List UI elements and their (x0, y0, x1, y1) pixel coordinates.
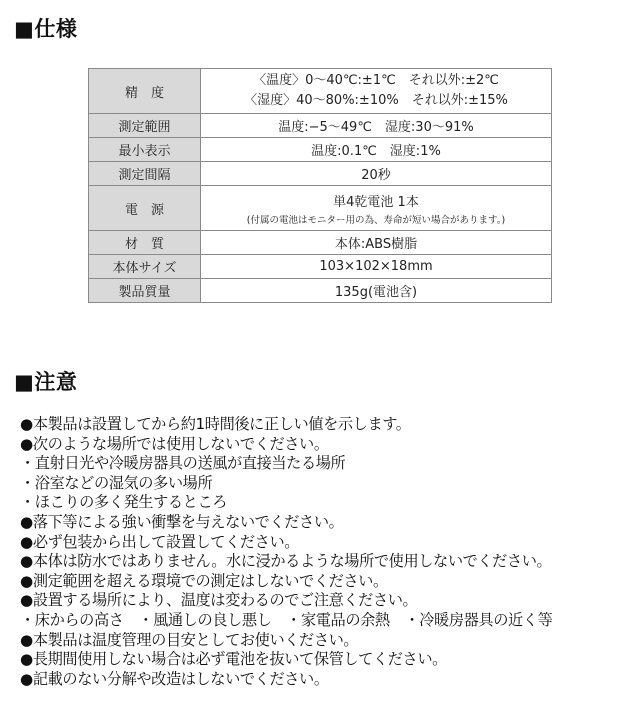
power-note: (付属の電池はモニター用の為、寿命が短い場合があります。) (246, 214, 506, 226)
table-row (89, 162, 552, 186)
spec-value-size: 103×102×18mm (201, 255, 552, 279)
notes-heading: ■注意 (14, 370, 78, 394)
spec-label-power: 電 源 (89, 186, 201, 231)
list-item: ・直射日光や冷暖房器具の送風が直接当たる場所 (20, 454, 346, 473)
spec-value-weight: 135g(電池含) (201, 279, 552, 303)
spec-value-range: 温度:−5～49℃ 湿度:30～91% (201, 114, 552, 138)
table-row (89, 138, 552, 162)
list-item: ●本体は防水ではありません。水に浸かるような場所で使用しないでください。 (20, 552, 552, 571)
list-item: ●長期間使用しない場合は必ず電池を抜いて保管してください。 (20, 650, 447, 669)
list-item: ●落下等による強い衝撃を与えないでください。 (20, 512, 344, 531)
spec-value-interval: 20秒 (201, 162, 552, 186)
spec-label-range: 測定範囲 (89, 114, 201, 138)
accuracy-temperature: 〈温度〉0～40℃:±1℃ それ以外:±2℃ (253, 73, 499, 88)
list-item: ●本製品は設置してから約1時間後に正しい値を示します。 (20, 415, 411, 433)
spec-heading: ■仕様 (14, 17, 78, 41)
list-item: ●設置する場所により、温度は変わるのでご注意ください。 (20, 591, 418, 610)
list-item: ・ほこりの多く発生するところ (20, 493, 228, 512)
spec-label-size: 本体サイズ (89, 255, 201, 279)
spec-label-min-display: 最小表示 (89, 138, 201, 162)
spec-value-power (201, 186, 552, 231)
list-item: ●必ず包装から出して設置してください。 (20, 532, 300, 551)
table-row (89, 255, 552, 279)
spec-value-material: 本体:ABS樹脂 (201, 231, 552, 255)
list-item: ●次のような場所では使用しないでください。 (20, 434, 329, 453)
list-item: ●測定範囲を超える環境での測定はしないでください。 (20, 571, 388, 590)
table-row (89, 186, 552, 231)
accuracy-humidity: 〈湿度〉40～80%:±10% それ以外:±15% (244, 93, 508, 108)
spec-label-weight: 製品質量 (89, 279, 201, 303)
spec-value-accuracy (201, 69, 552, 114)
table-row (89, 279, 552, 303)
spec-label-interval: 測定間隔 (89, 162, 201, 186)
table-row (89, 69, 552, 114)
table-row (89, 231, 552, 255)
list-item: ・浴室などの湿気の多い場所 (20, 473, 213, 492)
spec-label-material: 材 質 (89, 231, 201, 255)
notes-list (20, 415, 632, 689)
power-value: 単4乾電池 1本 (333, 194, 419, 210)
spec-table (88, 68, 552, 303)
spec-label-accuracy: 精 度 (89, 69, 201, 114)
list-item: ●記載のない分解や改造はしないでください。 (20, 669, 329, 688)
spec-value-min-display: 温度:0.1℃ 湿度:1% (201, 138, 552, 162)
list-item: ●本製品は温度管理の目安としてお使いください。 (20, 630, 359, 649)
table-row (89, 114, 552, 138)
list-item: ・床からの高さ ・風通しの良し悪し ・家電品の余熱 ・冷暖房器具の近く等 (20, 610, 553, 629)
